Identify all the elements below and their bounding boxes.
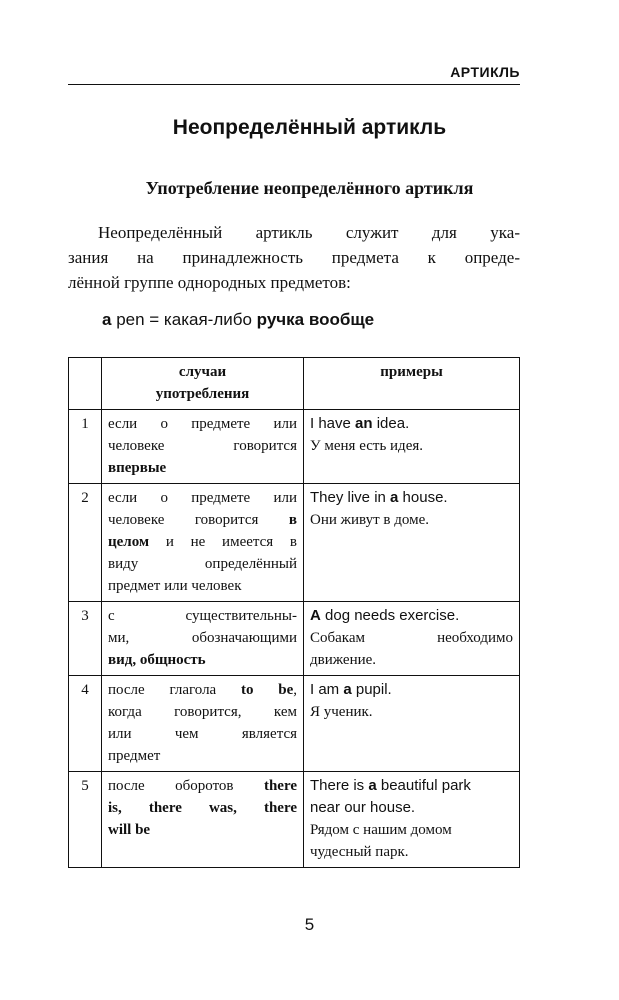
example-sentence [310,679,513,701]
case-line: is, there was, there [108,800,297,816]
table-row [69,484,520,602]
case-line: предмет или человек [108,578,242,594]
header-cases-line: случаи [178,364,227,380]
translation: Я ученик. [310,704,373,720]
example-article: a [390,489,399,506]
case-cell [102,410,304,484]
translation: Собакам необходимо [310,630,513,646]
case-line: если о предмете или [108,490,297,506]
example-sentence [310,413,513,435]
example-article: a [343,681,352,698]
example-text: house. [398,489,448,506]
example-meaning: ручка вообще [256,310,375,329]
example-article: a [368,777,377,794]
case-bold: целом [108,534,150,550]
example-cell [304,484,520,602]
case-line [108,679,297,701]
example-line [102,310,374,330]
example-text: They live in [310,489,391,506]
header-examples: примеры [304,358,520,410]
case-text: после оборотов [108,778,264,794]
header-cases-line: употребления [155,386,250,402]
translation: Они живут в доме. [310,512,429,528]
page-title: Неопределённый артикль [172,116,447,139]
case-bold: в [288,512,297,528]
case-line: с существительны- [108,608,297,624]
case-line: человеке говорится [108,438,297,454]
example-article: A [310,607,321,624]
example-sentence: near our house. [310,799,416,816]
translation: чудесный парк. [310,844,409,860]
example-cell [304,602,520,676]
example-text: I have [310,415,356,432]
example-text: idea. [372,415,410,432]
example-cell [304,410,520,484]
table-row [69,602,520,676]
example-text: beautiful park [376,777,471,794]
case-line: когда говорится, кем [108,704,297,720]
example-sentence [310,775,513,797]
intro-line: Неопределённый артикль служит для ука- [98,223,520,242]
example-sentence [310,605,513,627]
case-line: предмет [108,748,161,764]
header-rule [68,84,520,85]
row-number: 3 [69,602,102,676]
case-line: если о предмете или [108,416,297,432]
table-header-row [69,358,520,410]
example-text: pupil. [351,681,392,698]
translation: Рядом с нашим домом [310,822,452,838]
case-text: после глагола [108,682,241,698]
intro-line: лённой группе однородных предметов: [68,273,351,292]
example-text: I am [310,681,344,698]
section-title: Употребление неопределённого артикля [145,178,474,198]
running-head-title: АРТИКЛЬ [450,64,520,80]
case-cell [102,602,304,676]
case-line: или чем является [108,726,297,742]
case-bold: to be [240,682,294,698]
case-text: и не имеется в [149,534,297,550]
case-text: , [293,682,297,698]
example-cell [304,772,520,868]
page-number: 5 [304,915,315,934]
row-number: 4 [69,676,102,772]
example-word: pen = какая-либо [111,310,257,329]
table-row [69,676,520,772]
case-line [108,509,297,531]
example-text: dog needs exercise. [320,607,460,624]
usage-table [68,357,520,868]
header-cases [102,358,304,410]
case-line [108,775,297,797]
translation: движение. [310,652,377,668]
case-line: виду определённый [108,556,297,572]
table-row [69,772,520,868]
example-cell [304,676,520,772]
case-line: впервые [108,460,167,476]
example-sentence [310,487,513,509]
example-article: an [355,415,373,432]
case-line: вид, общность [108,652,206,668]
header-num [69,358,102,410]
case-line: will be [108,822,151,838]
case-line [108,531,297,553]
row-number: 5 [69,772,102,868]
row-number: 2 [69,484,102,602]
example-article: a [102,310,112,329]
row-number: 1 [69,410,102,484]
case-cell [102,676,304,772]
translation: У меня есть идея. [310,438,423,454]
case-text: человеке говорится [108,512,289,528]
table-row [69,410,520,484]
case-cell [102,484,304,602]
case-line: ми, обозначающими [108,630,297,646]
case-bold: there [263,778,297,794]
case-cell [102,772,304,868]
intro-line: зания на принадлежность предмета к опреде- [68,248,520,267]
intro-paragraph [68,220,520,295]
example-text: There is [310,777,369,794]
